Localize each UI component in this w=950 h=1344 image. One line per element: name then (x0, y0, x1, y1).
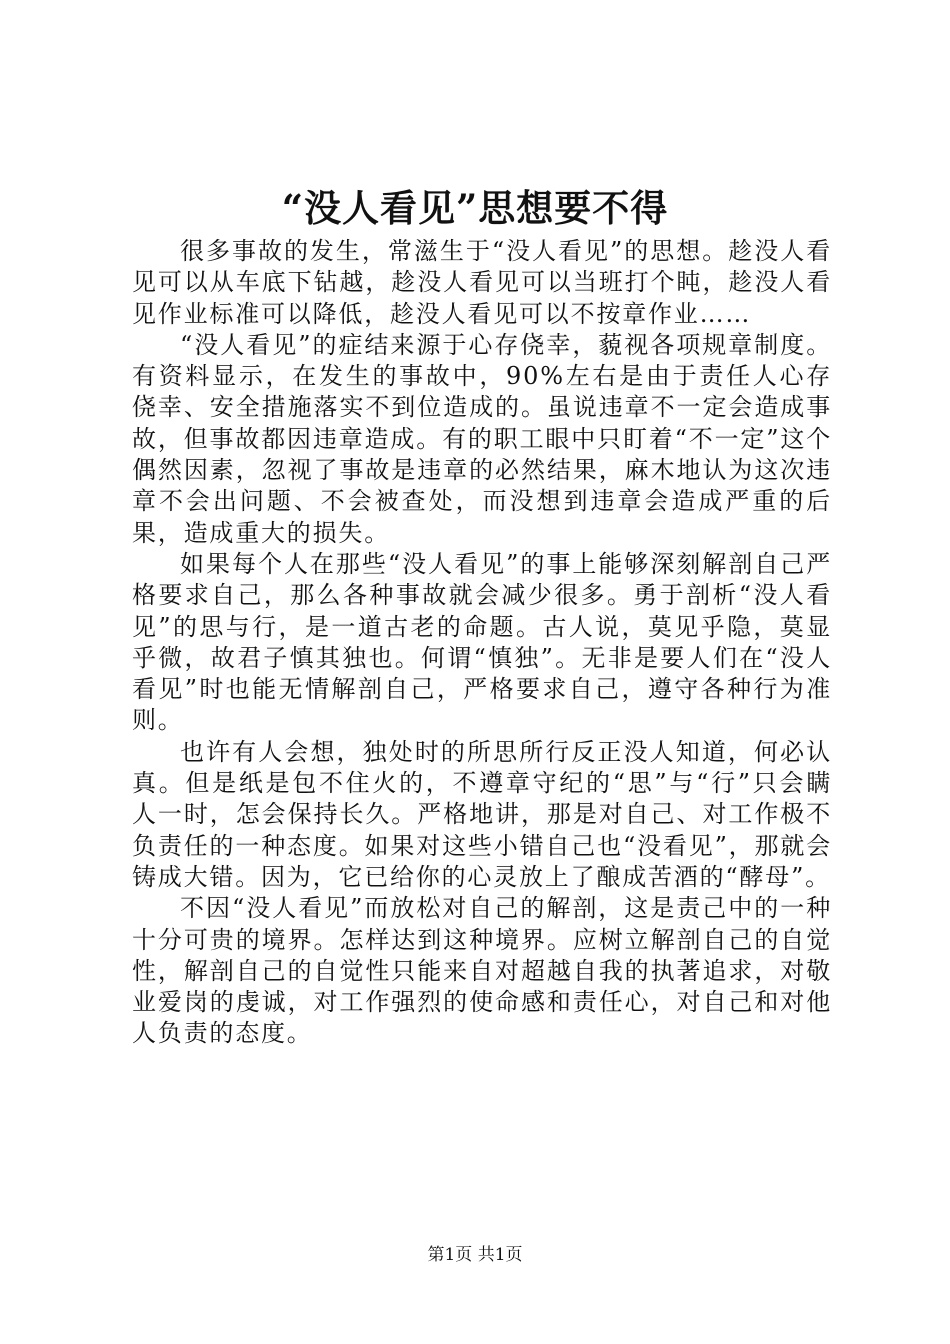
paragraph-2: “没人看见”的症结来源于心存侥幸，藐视各项规章制度。有资料显示，在发生的事故中，90%左右是由于责任人心存侥幸、安全措施落实不到位造成的。虽说违章不一定会造成事故，但事故都因违章造成。有的职工眼中只盯着“不一定”这个偶然因素，忽视了事故是违章的必然结果，麻木地认为这次违章不会出问题、不会被查处，而没想到违章会造成严重的后果，造成重大的损失。 (132, 330, 832, 547)
paragraph-3: 如果每个人在那些“没人看见”的事上能够深刻解剖自己严格要求自己，那么各种事故就会减少很多。勇于剖析“没人看见”的思与行，是一道古老的命题。古人说，莫见乎隐，莫显乎微，故君子慎其独也。何谓“慎独”。无非是要人们在“没人看见”时也能无情解剖自己，严格要求自己，遵守各种行为准则。 (132, 549, 832, 735)
document-title: “没人看见”思想要不得 (281, 186, 669, 230)
paragraph-5: 不因“没人看见”而放松对自己的解剖，这是责己中的一种十分可贵的境界。怎样达到这种境界。应树立解剖自己的自觉性，解剖自己的自觉性只能来自对超越自我的执著追求，对敬业爱岗的虔诚，对工作强烈的使命感和责任心，对自己和对他人负责的态度。 (132, 894, 832, 1048)
paragraph-1: 很多事故的发生，常滋生于“没人看见”的思想。趁没人看见可以从车底下钻越，趁没人看见可以当班打个盹，趁没人看见作业标准可以降低，趁没人看见可以不按章作业…… (132, 237, 832, 328)
document-body (132, 236, 832, 1050)
page-footer: 第1页 共1页 (427, 1245, 523, 1265)
paragraph-4: 也许有人会想，独处时的所思所行反正没人知道，何必认真。但是纸是包不住火的，不遵章守纪的“思”与“行”只会瞒人一时，怎会保持长久。严格地讲，那是对自己、对工作极不负责任的一种态度。如果对这些小错自己也“没看见”，那就会铸成大错。因为，它已给你的心灵放上了酿成苦酒的“酵母”。 (132, 737, 832, 891)
